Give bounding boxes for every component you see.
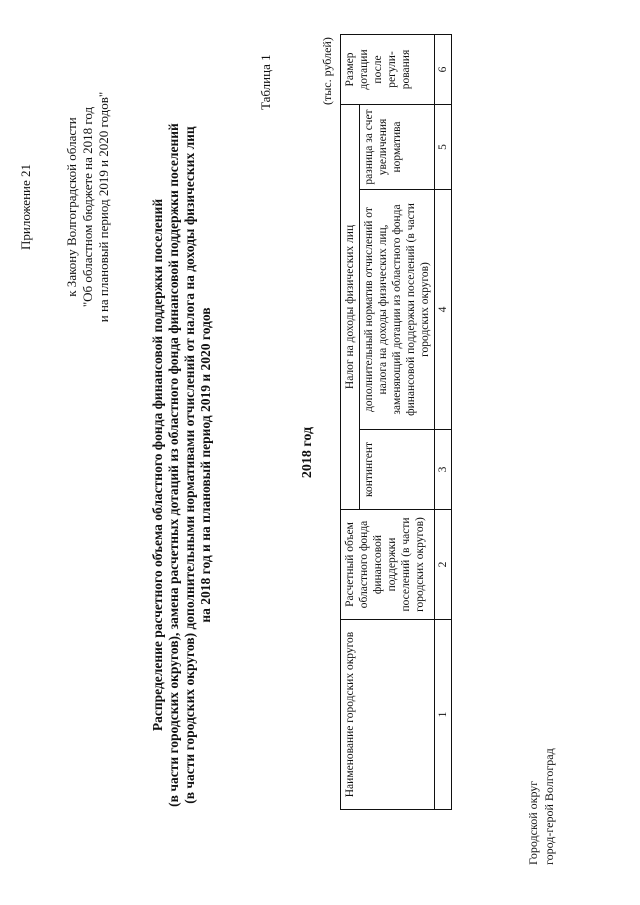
annex-law-title-1: "Об областном бюджете на 2018 год	[80, 106, 95, 308]
annex-law-title-2: и на плановый период 2019 и 2020 годов"	[96, 91, 111, 323]
header-additional-rate: дополнительный норматив отчислений от налога на доходы физических лиц, заменяющий дотации из областного фонда финансовой поддержки поселений (в части городских округов)	[360, 190, 435, 430]
column-number: 2	[435, 510, 452, 620]
column-number: 5	[435, 104, 452, 189]
header-contingent: контингент	[360, 430, 435, 510]
header-income-tax-group: Налог на доходы физических лиц	[341, 104, 360, 509]
annex-number: Приложение 21	[18, 163, 33, 251]
table-header-row	[341, 34, 360, 809]
title-line-2: (в части городских округов), замена расчетных дотаций из областного фонда финансовой поддержки поселений	[166, 123, 181, 807]
document-title	[150, 65, 214, 865]
title-line-3: (в части городских округов) дополнительными нормативами отчислений от налога на доходы физических лиц	[182, 126, 197, 804]
title-line-1: Распределение расчетного объема областного фонда финансовой поддержки поселений	[150, 198, 165, 732]
row-name-line-1: Городской округ	[526, 780, 540, 865]
distribution-table	[340, 34, 452, 810]
column-number: 4	[435, 190, 452, 430]
title-line-4: на 2018 год и на плановый период 2019 и 2020 годов	[198, 307, 213, 623]
column-number-row	[435, 34, 452, 809]
year-label: 2018 год	[300, 426, 315, 479]
row-name-line-2: город-герой Волгоград	[542, 748, 556, 865]
column-number: 6	[435, 34, 452, 104]
annex-law-line: к Закону Волгоградской области	[64, 117, 79, 297]
units-label: (тыс. рублей)	[320, 37, 334, 105]
header-difference: разница за счет увеличения норматива	[360, 104, 435, 189]
table-label: Таблица 1	[258, 54, 273, 110]
annex-header	[18, 47, 112, 367]
column-number: 3	[435, 430, 452, 510]
table-row	[525, 605, 557, 865]
column-number: 1	[435, 620, 452, 810]
header-estimated-volume: Расчетный объем областного фонда финансовой поддержки поселений (в части городских округов)	[341, 510, 435, 620]
header-subsidy-after-adjustment: Размер дотации после регули- рования	[341, 34, 435, 104]
header-municipality-name: Наименование городских округов	[341, 620, 435, 810]
